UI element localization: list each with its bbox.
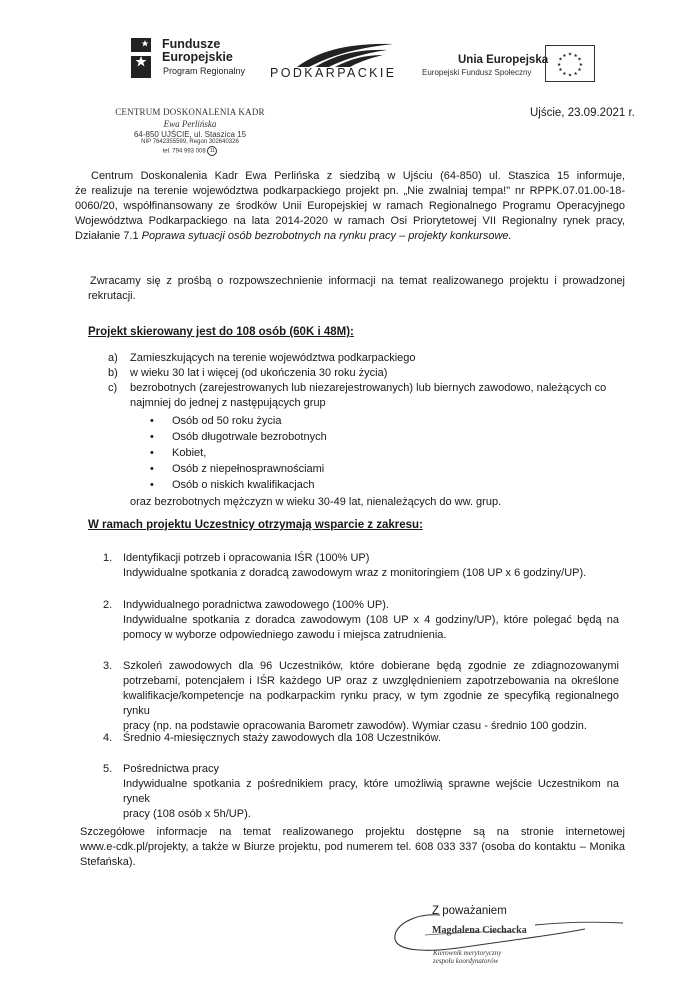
intro-paragraph <box>75 169 625 244</box>
stamp-address: 64-850 UJŚCIE, ul. Staszica 15 <box>133 130 247 139</box>
svg-text:★: ★ <box>573 53 578 59</box>
support-item-2: Indywidualnego poradnictwa zawodowego (100% UP). Indywidualne spotkania z doradca zawodowym (108 UP x 4 godziny/UP), które polegać będą na pomocy w wyborze odpowiedniego zawodu i miejsca zatrudnienia. <box>123 599 619 641</box>
list-item: Kobiet, <box>172 447 207 459</box>
list-item: Osób długotrwale bezrobotnych <box>172 431 327 443</box>
item-number: 5. <box>103 763 113 775</box>
fe-logo-subtitle: Program Regionalny <box>163 66 246 76</box>
svg-text:★: ★ <box>578 62 583 68</box>
company-stamp <box>100 107 280 156</box>
details-paragraph: Szczegółowe informacje na temat realizowanego projektu dostępne są na stronie internetowej www.e-cdk.pl/projekty, a także w Biurze projektu, pod numerem tel. 608 033 337 (osoba do kontaktu – Monika Stefańska). <box>80 826 625 868</box>
list-letter: c) <box>108 382 118 394</box>
eu-flag-icon <box>545 45 595 82</box>
closing-greeting: Z poważaniem <box>432 905 507 917</box>
support-item-1: Identyfikacji potrzeb i opracowania IŚR (100% UP) Indywidualne spotkania z doradcą zawodowym wraz z monitoringiem (108 UP x 6 godziny/UP). <box>123 552 587 579</box>
svg-text:★: ★ <box>573 71 578 77</box>
svg-text:★: ★ <box>577 68 582 74</box>
ue-logo-title: Unia Europejska <box>458 54 549 66</box>
svg-text:★: ★ <box>557 62 562 68</box>
stamp-company-name: CENTRUM DOSKONALENIA KADR <box>115 107 265 117</box>
list-letter: b) <box>108 367 118 379</box>
target-criterion-a: Zamieszkujących na terenie województwa podkarpackiego <box>130 352 416 364</box>
svg-text:★: ★ <box>577 57 582 63</box>
target-group-heading: Projekt skierowany jest do 108 osób (60K i 48M): <box>88 326 354 338</box>
svg-text:★: ★ <box>558 57 563 63</box>
svg-text:★: ★ <box>567 52 573 58</box>
svg-text:★: ★ <box>567 73 573 79</box>
bullet-icon: • <box>150 431 154 443</box>
podkarpackie-swoosh-icon <box>295 40 395 68</box>
item-number: 1. <box>103 552 113 564</box>
intro-line: Centrum Doskonalenia Kadr Ewa Perlińska z siedzibą w Ujściu (64-850) ul. Staszica 15 informuje, <box>91 170 625 182</box>
stamp-owner: Ewa Perlińska <box>163 119 217 129</box>
list-item: Osób z niepełnosprawnościami <box>172 463 325 475</box>
target-group-closing: oraz bezrobotnych mężczyzn w wieku 30-49 lat, nienależących do ww. grup. <box>130 496 502 508</box>
support-scope-heading: W ramach projektu Uczestnicy otrzymają wsparcie z zakresu: <box>88 519 423 531</box>
item-number: 3. <box>103 660 113 672</box>
intro-line: że realizuje na terenie województwa podkarpackiego projekt pn. „Nie zwalniaj tempa!" nr RPPK.07.01.00-18- <box>75 185 625 197</box>
support-item-4: Średnio 4-miesięcznych staży zawodowych dla 108 Uczestników. <box>123 732 441 744</box>
bullet-icon: • <box>150 447 154 459</box>
bullet-icon: • <box>150 479 154 491</box>
item-number: 2. <box>103 599 113 611</box>
document-date: Ujście, 23.09.2021 r. <box>530 107 635 119</box>
appeal-line: rekrutacji. <box>88 290 136 302</box>
stamp-phone: tel. 794 993 008 11 <box>100 146 280 156</box>
list-item: Osób o niskich kwalifikacjach <box>172 479 315 491</box>
bullet-icon: • <box>150 463 154 475</box>
fundusze-europejskie-logo-icon <box>128 34 154 80</box>
intro-line: Województwa Podkarpackiego na lata 2014-2020 w ramach Osi Priorytetowej VII Regionalny rynek pracy, <box>75 215 625 227</box>
stamp-circle-number: 11 <box>207 146 217 156</box>
target-criterion-c: bezrobotnych (zarejestrowanych lub niezarejestrowanych) lub biernych zawodowo, należących co <box>130 382 607 394</box>
support-item-5: Pośrednictwa pracy Indywidualne spotkania z pośrednikiem pracy, które umożliwią sprawne wejście Uczestnikom na rynek pracy (108 osób x 5h/UP). <box>123 763 619 820</box>
item-number: 4. <box>103 732 113 744</box>
ue-logo-subtitle: Europejski Fundusz Społeczny <box>422 68 532 77</box>
signatory-name: Magdalena Ciechacka <box>432 925 527 936</box>
intro-line: 0060/20, współfinansowany ze środków Unii Europejskiej w ramach Regionalnego Programu Operacyjnego <box>75 200 625 212</box>
appeal-paragraph <box>90 274 625 304</box>
signatory-role: Kierownik merytoryczny zespołu koordynatorów <box>433 949 502 965</box>
svg-text:★: ★ <box>562 71 567 77</box>
bullet-icon: • <box>150 415 154 427</box>
fe-logo-title: Fundusze Europejskie <box>162 37 233 64</box>
target-criterion-b: w wieku 30 lat i więcej (od ukończenia 30 roku życia) <box>130 367 388 379</box>
podkarpackie-logo-text: PODKARPACKIE <box>270 66 397 80</box>
target-criterion-c-cont: najmniej do jednej z następujących grup <box>130 397 326 409</box>
support-item-3: Szkoleń zawodowych dla 96 Uczestników, które dobierane będą zgodnie ze zdiagnozowanymi potrzebami, potencjałem i IŚR każdego UP oraz z uwzględnieniem zapotrzebowania na określone kwalifikacje/kompetencje na podkarpackim rynku pracy, w tym zgodnie ze specyfiką regionalnego rynku pracy (np. na podstawie opracowania Barometr zawodów). Wymiar czasu - średnio 100 godzin. <box>123 660 619 732</box>
svg-text:★: ★ <box>558 68 563 74</box>
intro-last-line: Działanie 7.1 Poprawa sytuacji osób bezrobotnych na rynku pracy – projekty konkursowe. <box>75 230 512 242</box>
svg-text:★: ★ <box>562 53 567 59</box>
list-item: Osób od 50 roku życia <box>172 415 282 427</box>
list-letter: a) <box>108 352 118 364</box>
stamp-nip-regon: NIP 7642355599, Regon 302640326 <box>141 139 239 145</box>
appeal-line: Zwracamy się z prośbą o rozpowszechnienie informacji na temat realizowanego projektu i prowadzonej <box>90 275 625 287</box>
